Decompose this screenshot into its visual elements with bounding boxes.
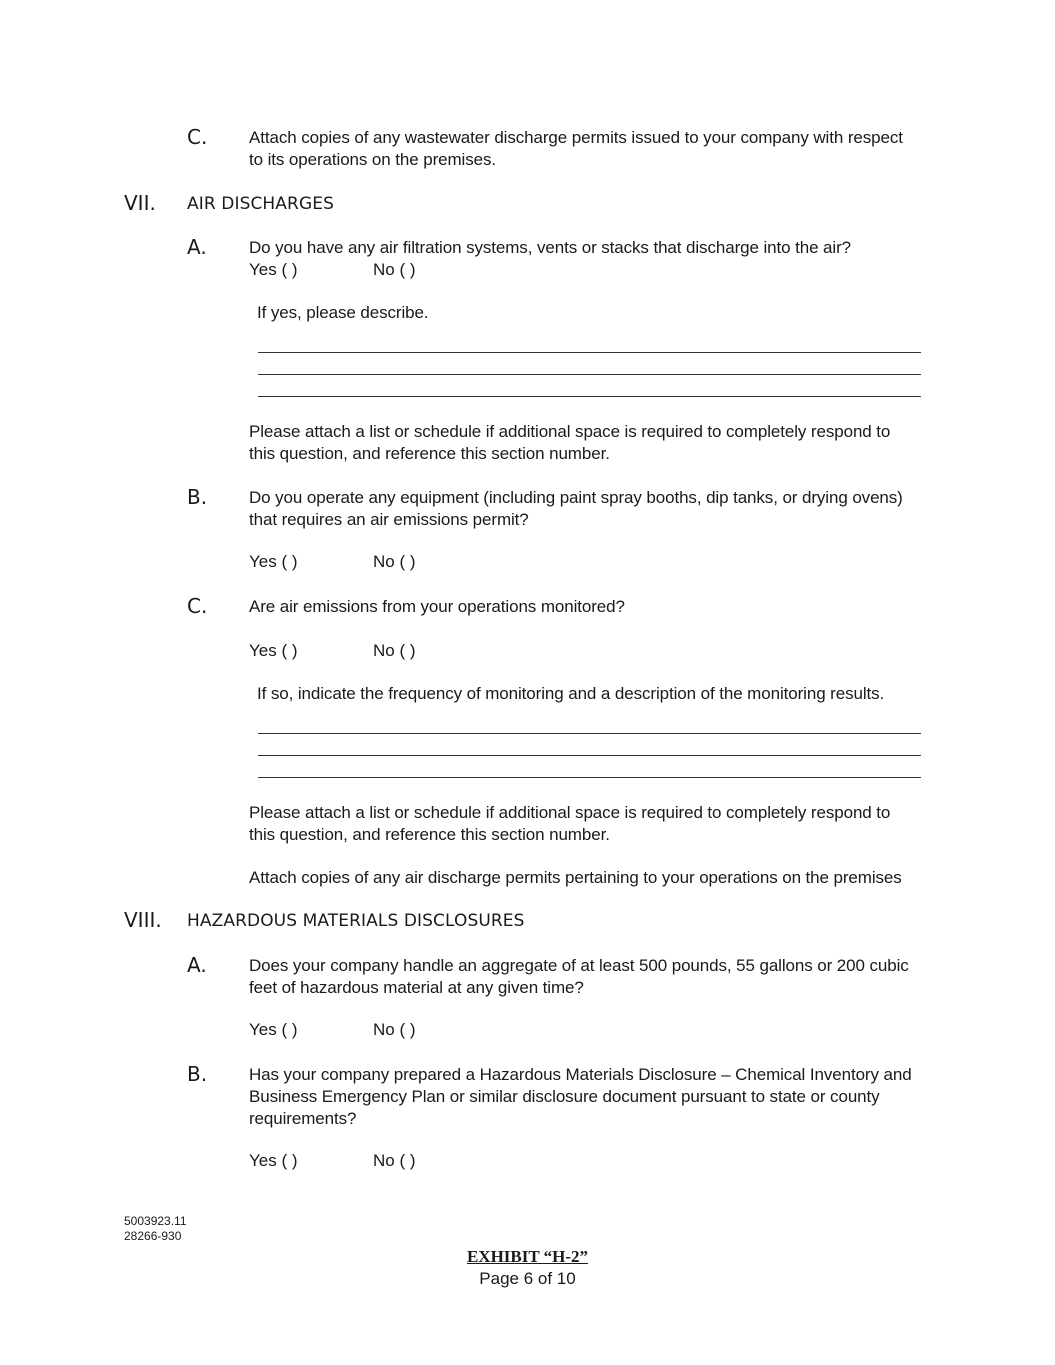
section-numeral: VII. (124, 191, 156, 215)
doc-number: 5003923.11 (124, 1214, 187, 1228)
answer-line[interactable] (258, 374, 921, 375)
exhibit-label (0, 1246, 1055, 1267)
yes-checkbox[interactable]: Yes ( ) (249, 260, 298, 279)
followup-text: If so, indicate the frequency of monitoring and a description of the monitoring results. (257, 684, 885, 703)
answer-line[interactable] (258, 733, 921, 734)
page-number: Page 6 of 10 (479, 1269, 576, 1288)
instruction-line: Attach copies of any air discharge permits pertaining to your operations on the premises (249, 868, 902, 887)
question-text: Do you have any air filtration systems, vents or stacks that discharge into the air? (249, 238, 851, 257)
answer-line[interactable] (258, 777, 921, 778)
answer-line[interactable] (258, 396, 921, 397)
item-letter: B. (187, 1062, 208, 1086)
instruction-line: Please attach a list or schedule if additional space is required to completely respond to (249, 803, 891, 822)
exhibit-title: EXHIBIT “H-2” (466, 1247, 589, 1266)
answer-line[interactable] (258, 352, 921, 353)
yes-checkbox[interactable]: Yes ( ) (249, 552, 298, 571)
no-checkbox[interactable]: No ( ) (373, 1151, 416, 1170)
no-checkbox[interactable]: No ( ) (373, 641, 416, 660)
matter-number: 28266-930 (124, 1229, 182, 1243)
section-numeral: VIII. (124, 908, 162, 932)
item-letter: C. (187, 125, 208, 149)
item-letter: A. (187, 953, 207, 977)
item-letter: A. (187, 235, 207, 259)
paragraph-line: Attach copies of any wastewater discharge permits issued to your company with respect (249, 128, 903, 147)
instruction-line: Please attach a list or schedule if additional space is required to completely respond to (249, 422, 891, 441)
followup-text: If yes, please describe. (257, 303, 429, 322)
question-text: requirements? (249, 1109, 357, 1128)
item-letter: B. (187, 485, 208, 509)
question-text: that requires an air emissions permit? (249, 510, 529, 529)
question-text: Business Emergency Plan or similar disclosure document pursuant to state or county (249, 1087, 880, 1106)
section-heading: HAZARDOUS MATERIALS DISCLOSURES (187, 911, 525, 931)
no-checkbox[interactable]: No ( ) (373, 552, 416, 571)
yes-checkbox[interactable]: Yes ( ) (249, 641, 298, 660)
yes-checkbox[interactable]: Yes ( ) (249, 1151, 298, 1170)
instruction-line: this question, and reference this section number. (249, 825, 610, 844)
section-heading: AIR DISCHARGES (187, 194, 334, 214)
instruction-line: this question, and reference this section number. (249, 444, 610, 463)
question-text: Does your company handle an aggregate of at least 500 pounds, 55 gallons or 200 cubic (249, 956, 909, 975)
no-checkbox[interactable]: No ( ) (373, 1020, 416, 1039)
question-text: feet of hazardous material at any given time? (249, 978, 584, 997)
question-text: Are air emissions from your operations monitored? (249, 597, 625, 616)
question-text: Has your company prepared a Hazardous Materials Disclosure – Chemical Inventory and (249, 1065, 912, 1084)
yes-checkbox[interactable]: Yes ( ) (249, 1020, 298, 1039)
no-checkbox[interactable]: No ( ) (373, 260, 416, 279)
question-text: Do you operate any equipment (including paint spray booths, dip tanks, or drying ovens) (249, 488, 903, 507)
paragraph-line: to its operations on the premises. (249, 150, 497, 169)
item-letter: C. (187, 594, 208, 618)
answer-line[interactable] (258, 755, 921, 756)
